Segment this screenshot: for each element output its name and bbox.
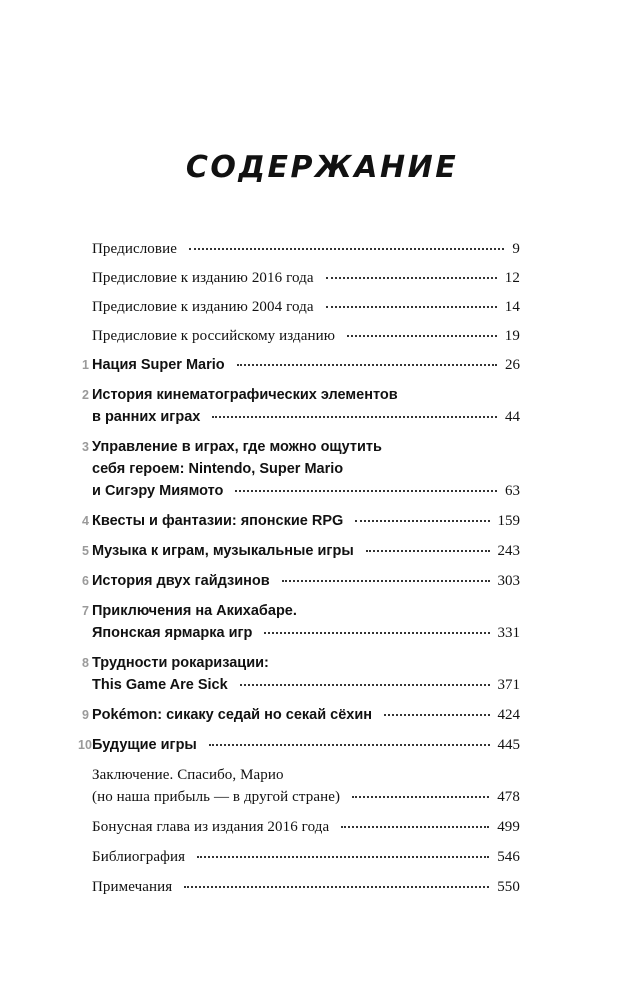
page-number: 331 xyxy=(497,625,520,641)
dot-leader xyxy=(235,490,497,492)
entry-title-line: Pokémon: сикаку седай но секай сёхин xyxy=(92,707,373,723)
entry-title-line: и Сигэру Миямото xyxy=(92,483,224,499)
toc-entry[interactable] xyxy=(92,876,520,898)
entry-last-line xyxy=(92,296,520,318)
entry-last-line xyxy=(92,325,520,347)
chapter-number: 2 xyxy=(82,388,89,402)
entry-last-line xyxy=(92,704,520,726)
page-number: 546 xyxy=(497,849,520,865)
entry-title-line: Примечания xyxy=(92,879,173,895)
chapter-number: 10 xyxy=(78,738,92,752)
entry-title-line: Нация Super Mario xyxy=(92,357,225,373)
dot-leader xyxy=(189,248,504,250)
entry-title-line: Японская ярмарка игр xyxy=(92,625,253,641)
toc-entry[interactable] xyxy=(82,652,520,696)
page-number: 19 xyxy=(504,328,520,344)
page-number: 9 xyxy=(512,241,520,257)
dot-leader xyxy=(197,856,489,858)
entry-title-line: Музыка к играм, музыкальные игры xyxy=(92,543,354,559)
toc-entry[interactable] xyxy=(82,704,520,726)
dot-leader xyxy=(282,580,490,582)
page-number: 303 xyxy=(497,573,520,589)
dot-leader xyxy=(209,744,490,746)
page-title: СОДЕРЖАНИЕ xyxy=(185,150,459,185)
page-number: 424 xyxy=(497,707,520,723)
toc-entry[interactable] xyxy=(82,354,520,376)
entry-last-line xyxy=(92,540,520,562)
chapter-number: 8 xyxy=(82,656,89,670)
page-number: 445 xyxy=(497,737,520,753)
dot-leader xyxy=(326,306,497,308)
toc-entry[interactable] xyxy=(82,540,520,562)
entry-last-line xyxy=(92,622,520,644)
toc-entry[interactable] xyxy=(82,600,520,644)
entry-title-line: (но наша прибыль — в другой стране) xyxy=(92,789,341,805)
page-number: 550 xyxy=(497,879,520,895)
page-number: 44 xyxy=(505,409,520,425)
entry-last-line xyxy=(92,786,520,808)
chapter-number: 6 xyxy=(82,574,89,588)
dot-leader xyxy=(347,335,497,337)
dot-leader xyxy=(264,632,489,634)
dot-leader xyxy=(355,520,489,522)
entry-title-line: История двух гайдзинов xyxy=(92,573,270,589)
entry-last-line xyxy=(92,570,520,592)
toc-entry[interactable] xyxy=(92,296,520,318)
toc-entry[interactable] xyxy=(92,846,520,868)
page-number: 478 xyxy=(497,789,520,805)
entry-title-line: себя героем: Nintendo, Super Mario xyxy=(92,461,344,477)
entry-last-line xyxy=(92,674,520,696)
page-number: 499 xyxy=(497,819,520,835)
entry-title-line: Библиография xyxy=(92,849,186,865)
page-number: 12 xyxy=(504,270,520,286)
toc-entry[interactable] xyxy=(82,384,520,428)
entry-last-line xyxy=(92,510,520,532)
entry-title-line: в ранних играх xyxy=(92,409,201,425)
page-number: 371 xyxy=(497,677,520,693)
table-of-contents xyxy=(78,238,520,906)
chapter-number: 5 xyxy=(82,544,89,558)
entry-title-line: This Game Are Sick xyxy=(92,677,228,693)
dot-leader xyxy=(184,886,489,888)
entry-title-line: Предисловие к российскому изданию xyxy=(92,328,336,344)
entry-title-line: Управление в играх, где можно ощутить xyxy=(92,439,382,455)
dot-leader xyxy=(240,684,490,686)
entry-title-line: Квесты и фантазии: японские RPG xyxy=(92,513,344,529)
page-number: 63 xyxy=(505,483,520,499)
dot-leader xyxy=(237,364,497,366)
entry-title-line: Бонусная глава из издания 2016 года xyxy=(92,819,330,835)
entry-last-line xyxy=(92,734,520,756)
page-number: 26 xyxy=(505,357,520,373)
page-number: 159 xyxy=(497,513,520,529)
toc-entry[interactable] xyxy=(82,436,520,502)
dot-leader xyxy=(326,277,497,279)
chapter-number: 1 xyxy=(82,358,89,372)
page-number: 14 xyxy=(504,299,520,315)
entry-last-line xyxy=(92,406,520,428)
toc-entry[interactable] xyxy=(82,570,520,592)
entry-title-line: Предисловие xyxy=(92,241,177,257)
toc-entry[interactable] xyxy=(92,325,520,347)
entry-title-line: Трудности рокаризации: xyxy=(92,655,269,671)
entry-title-line: Заключение. Спасибо, Марио xyxy=(92,767,284,783)
toc-entry[interactable] xyxy=(92,816,520,838)
dot-leader xyxy=(366,550,490,552)
entry-title-line: Предисловие к изданию 2016 года xyxy=(92,270,314,286)
entry-last-line xyxy=(92,480,520,502)
toc-entry[interactable] xyxy=(92,764,520,808)
entry-title-line: Будущие игры xyxy=(92,737,197,753)
dot-leader xyxy=(341,826,489,828)
entry-title-line: История кинематографических элементов xyxy=(92,387,398,403)
entry-last-line xyxy=(92,238,520,260)
chapter-number: 7 xyxy=(82,604,89,618)
entry-title-line: Предисловие к изданию 2004 года xyxy=(92,299,314,315)
toc-entry[interactable] xyxy=(78,734,520,756)
page-number: 243 xyxy=(497,543,520,559)
dot-leader xyxy=(352,796,489,798)
entry-last-line xyxy=(92,846,520,868)
toc-entry[interactable] xyxy=(92,267,520,289)
toc-entry[interactable] xyxy=(92,238,520,260)
chapter-number: 3 xyxy=(82,440,89,454)
entry-last-line xyxy=(92,816,520,838)
entry-last-line xyxy=(92,354,520,376)
entry-last-line xyxy=(92,876,520,898)
dot-leader xyxy=(384,714,489,716)
entry-title-line: Приключения на Акихабаре. xyxy=(92,603,297,619)
entry-last-line xyxy=(92,267,520,289)
chapter-number: 9 xyxy=(82,708,89,722)
toc-entry[interactable] xyxy=(82,510,520,532)
dot-leader xyxy=(212,416,497,418)
chapter-number: 4 xyxy=(82,514,89,528)
